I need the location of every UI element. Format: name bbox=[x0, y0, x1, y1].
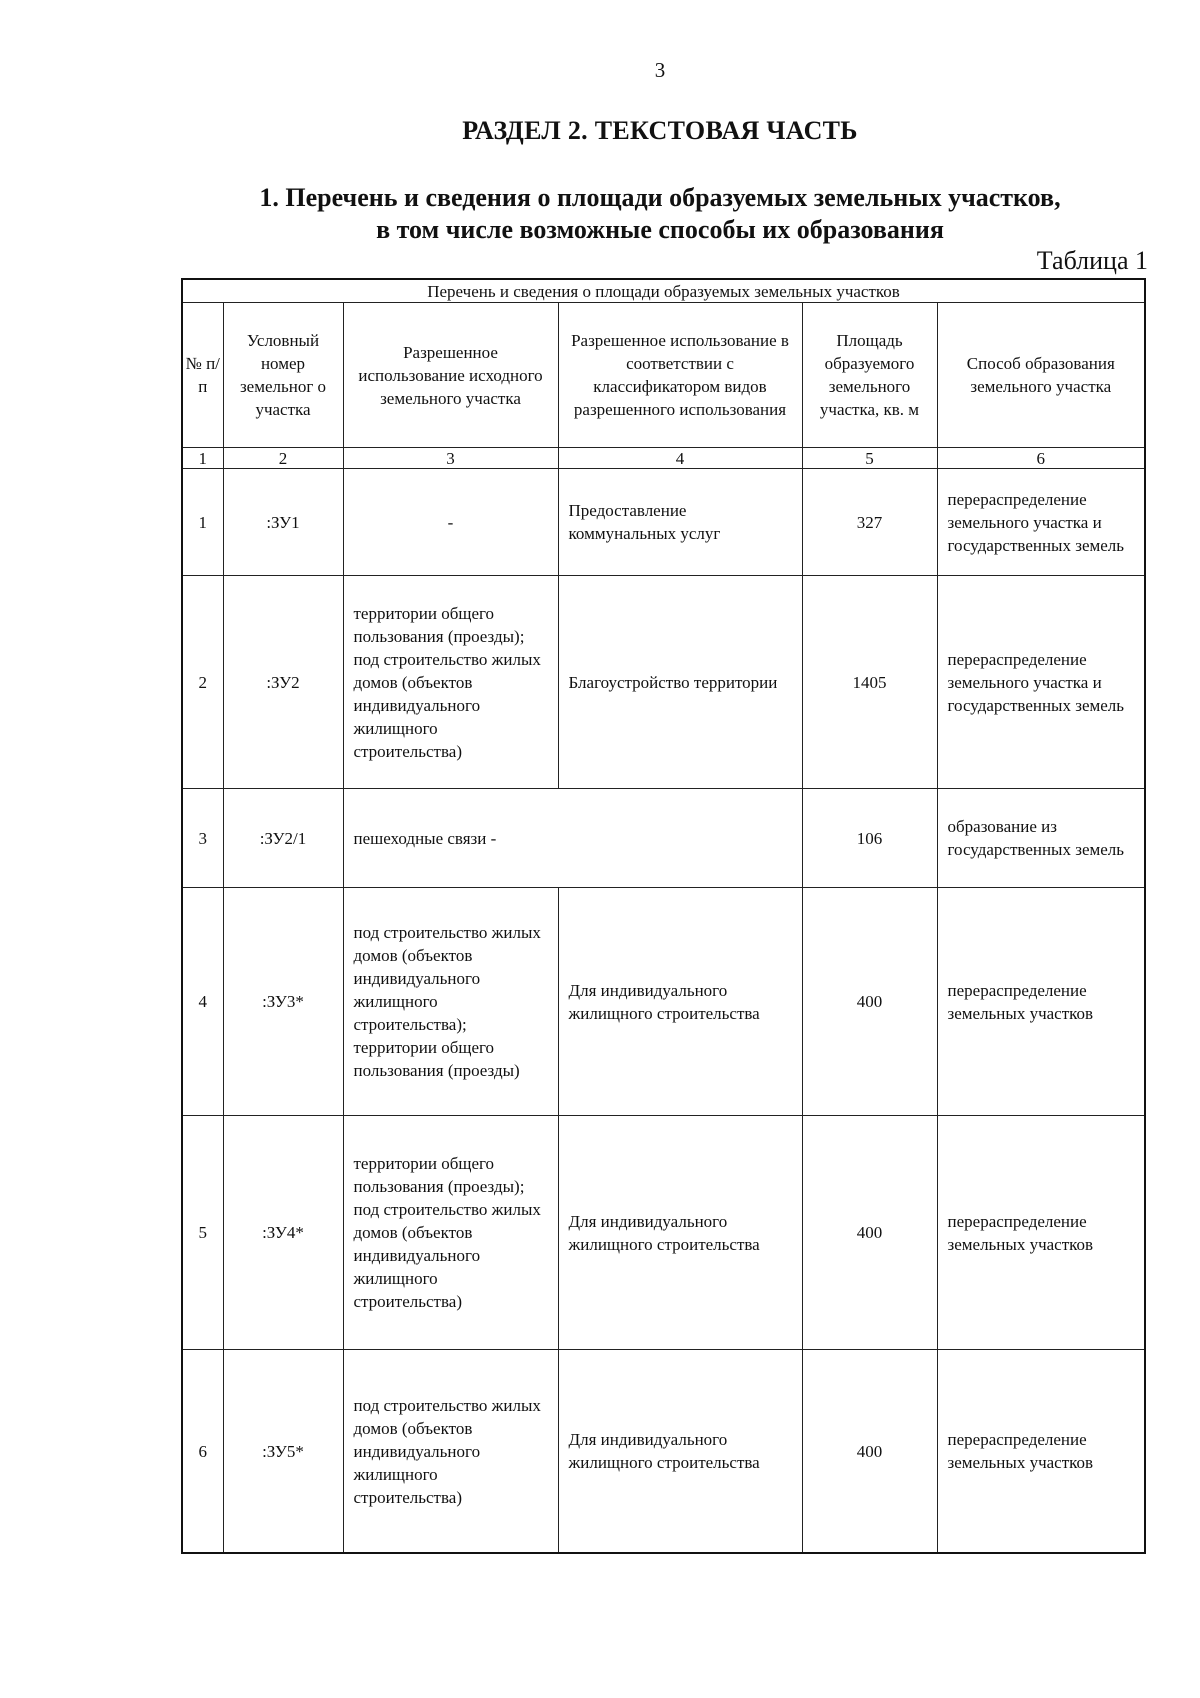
table-row bbox=[182, 1116, 1145, 1350]
row-area: 327 bbox=[802, 469, 937, 576]
index-cell: 5 bbox=[802, 448, 937, 469]
row-method: образование из государственных земель bbox=[937, 789, 1145, 888]
row-plot-id: :ЗУ4* bbox=[223, 1116, 343, 1350]
table-row bbox=[182, 888, 1145, 1116]
row-area: 400 bbox=[802, 1350, 937, 1554]
table-header-row bbox=[182, 303, 1145, 448]
row-plot-id: :ЗУ1 bbox=[223, 469, 343, 576]
table-label: Таблица 1 bbox=[1036, 246, 1148, 275]
row-classifier-use: Предоставление коммунальных услуг bbox=[558, 469, 802, 576]
row-plot-id: :ЗУ3* bbox=[223, 888, 343, 1116]
row-source-use: территории общего пользования (проезды); под строительство жилых домов (объектов индивидуального жилищного строительства) bbox=[343, 576, 558, 789]
header-classifier-use: Разрешенное использование в соответствии с классификатором видов разрешенного использования bbox=[558, 303, 802, 448]
heading-line-1: 1. Перечень и сведения о площади образуемых земельных участков, bbox=[259, 183, 1061, 212]
header-source-use: Разрешенное использование исходного земельного участка bbox=[343, 303, 558, 448]
row-method: перераспределение земельного участка и государственных земель bbox=[937, 469, 1145, 576]
index-cell: 2 bbox=[223, 448, 343, 469]
land-plots-table bbox=[181, 278, 1146, 1554]
row-source-use: под строительство жилых домов (объектов индивидуального жилищного строительства); территории общего пользования (проезды) bbox=[343, 888, 558, 1116]
row-classifier-use: Для индивидуального жилищного строительства bbox=[558, 1350, 802, 1554]
row-classifier-use: Для индивидуального жилищного строительства bbox=[558, 1116, 802, 1350]
header-number: № п/п bbox=[182, 303, 223, 448]
row-classifier-use: Благоустройство территории bbox=[558, 576, 802, 789]
row-method: перераспределение земельных участков bbox=[937, 1116, 1145, 1350]
row-number: 4 bbox=[182, 888, 223, 1116]
heading-line-2: в том числе возможные способы их образования bbox=[376, 215, 944, 244]
row-number: 5 bbox=[182, 1116, 223, 1350]
row-source-use: под строительство жилых домов (объектов индивидуального жилищного строительства) bbox=[343, 1350, 558, 1554]
row-area: 400 bbox=[802, 1116, 937, 1350]
row-area: 106 bbox=[802, 789, 937, 888]
table-row bbox=[182, 469, 1145, 576]
row-method: перераспределение земельного участка и государственных земель bbox=[937, 576, 1145, 789]
row-plot-id: :ЗУ2 bbox=[223, 576, 343, 789]
header-method: Способ образования земельного участка bbox=[937, 303, 1145, 448]
row-source-use: территории общего пользования (проезды); под строительство жилых домов (объектов индивидуального жилищного строительства) bbox=[343, 1116, 558, 1350]
row-classifier-use: Для индивидуального жилищного строительства bbox=[558, 888, 802, 1116]
row-method: перераспределение земельных участков bbox=[937, 1350, 1145, 1554]
index-cell: 4 bbox=[558, 448, 802, 469]
row-number: 6 bbox=[182, 1350, 223, 1554]
document-heading bbox=[0, 182, 1200, 246]
page-number: 3 bbox=[654, 58, 666, 82]
table-row bbox=[182, 576, 1145, 789]
row-number: 1 bbox=[182, 469, 223, 576]
table-row bbox=[182, 789, 1145, 888]
header-plot-id: Условный номер земельног о участка bbox=[223, 303, 343, 448]
table-index-row bbox=[182, 448, 1145, 469]
row-number: 3 bbox=[182, 789, 223, 888]
row-area: 1405 bbox=[802, 576, 937, 789]
row-plot-id: :ЗУ2/1 bbox=[223, 789, 343, 888]
row-method: перераспределение земельных участков bbox=[937, 888, 1145, 1116]
table-row bbox=[182, 1350, 1145, 1554]
section-title: РАЗДЕЛ 2. ТЕКСТОВАЯ ЧАСТЬ bbox=[462, 116, 858, 145]
table-caption-row bbox=[182, 279, 1145, 303]
row-merged-use: пешеходные связи - bbox=[343, 789, 802, 888]
index-cell: 6 bbox=[937, 448, 1145, 469]
row-number: 2 bbox=[182, 576, 223, 789]
row-area: 400 bbox=[802, 888, 937, 1116]
row-source-use: - bbox=[343, 469, 558, 576]
header-area: Площадь образуемого земельного участка, кв. м bbox=[802, 303, 937, 448]
row-plot-id: :ЗУ5* bbox=[223, 1350, 343, 1554]
table-caption: Перечень и сведения о площади образуемых земельных участков bbox=[182, 279, 1145, 303]
index-cell: 3 bbox=[343, 448, 558, 469]
index-cell: 1 bbox=[182, 448, 223, 469]
